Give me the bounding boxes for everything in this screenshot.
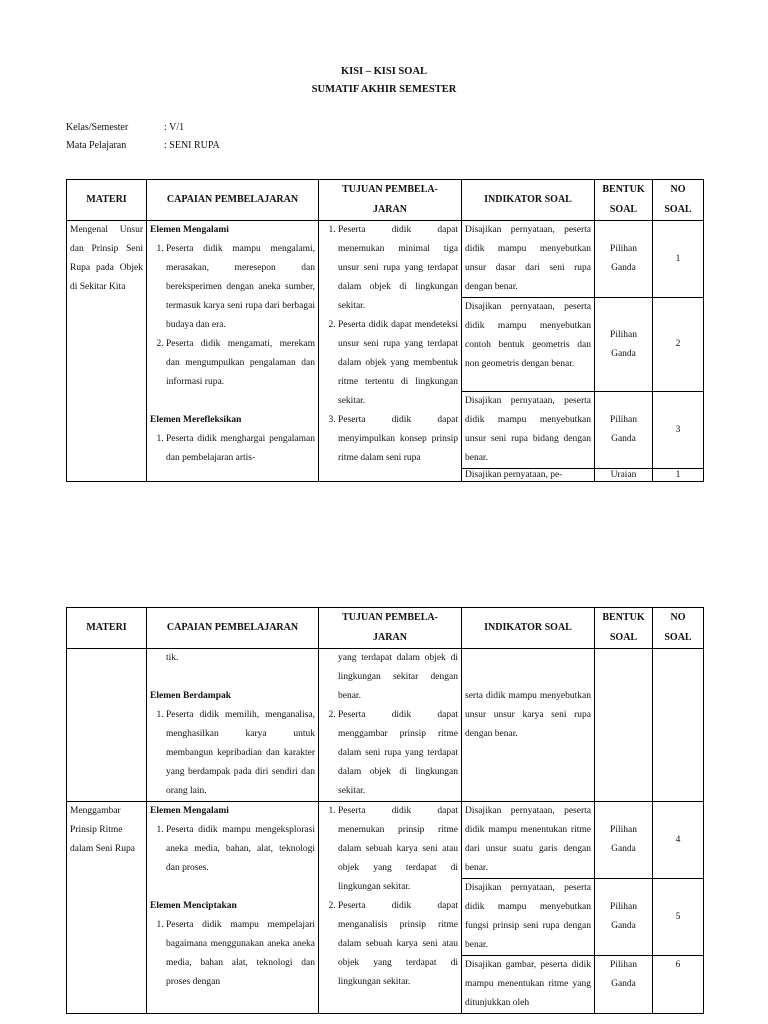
kelas-row <box>66 122 185 133</box>
col-capaian: CAPAIAN PEMBELAJARAN <box>147 608 319 649</box>
bentuk-cell <box>595 649 653 802</box>
kisi-table-1 <box>66 179 704 482</box>
cp-heading: Elemen Menciptakan <box>150 901 237 911</box>
no-cell: 2 <box>653 298 704 392</box>
col-bentuk: BENTUK SOAL <box>595 608 653 649</box>
tp-item: 2. Peserta didik dapat menggambar prinsip ritme dalam seni rupa yang terdapat dalam objek di lingkungan sekitar. <box>338 706 458 801</box>
bentuk-cell: Pilihan Ganda <box>595 221 653 298</box>
tp-continuation: yang terdapat dalam objek di lingkungan sekitar dengan benar. <box>338 653 458 701</box>
kelas-label: Kelas/Semester <box>66 122 129 133</box>
indikator-cell: Disajikan pernyataan, peserta didik mampu menyebutkan fungsi prinsip seni rupa dengan benar. <box>462 879 595 956</box>
bentuk-cell: Pilihan Ganda <box>595 802 653 879</box>
mapel-value: : SENI RUPA <box>164 140 220 151</box>
indikator-cell: Disajikan pernyataan, peserta didik mampu menyebutkan unsur dasar dari seni rupa dengan benar. <box>462 221 595 298</box>
mapel-row <box>66 140 220 151</box>
mapel-label: Mata Pelajaran <box>66 140 127 151</box>
cp-item: 1. Peserta didik mampu mempelajari bagaimana menggunakan aneka aneka media, bahan alat, teknologi dan proses dengan <box>166 916 315 992</box>
no-cell <box>653 649 704 802</box>
tp-item: 2. Peserta didik dapat menganalisis prinsip ritme dalam sebuah karya seni atau objek yang terdapat di lingkungan sekitar. <box>338 897 458 992</box>
no-cell: 5 <box>653 879 704 956</box>
no-cell: 1 <box>653 221 704 298</box>
materi-cell: Menggambar Prinsip Ritme dalam Seni Rupa <box>67 802 147 1014</box>
cp-item: 1. Peserta didik mampu mengeksplorasi aneka media, bahan, alat, teknologi dan proses. <box>166 821 315 878</box>
indikator-continuation: serta didik mampu menyebutkan unsur unsur karya seni rupa dengan benar. <box>465 691 591 739</box>
table-row <box>67 802 704 879</box>
cp-heading: Elemen Mengalami <box>150 225 229 235</box>
tujuan-cell <box>319 221 462 482</box>
cp-continuation: tik. <box>166 653 179 663</box>
no-cell: 4 <box>653 802 704 879</box>
materi-cell: Mengenal Unsur dan Prinsip Seni Rupa pada Objek di Sekitar Kita <box>67 221 147 482</box>
col-materi: MATERI <box>67 608 147 649</box>
cp-item: 2. Peserta didik mengamati, merekam dan mengumpulkan pengalaman dan informasi rupa. <box>166 335 315 392</box>
table-header-row <box>67 180 704 221</box>
col-bentuk: BENTUK SOAL <box>595 180 653 221</box>
doc-title: KISI – KISI SOAL <box>340 66 428 77</box>
indikator-cell <box>462 649 595 802</box>
tujuan-cell <box>319 802 462 1014</box>
no-cell: 3 <box>653 392 704 469</box>
bentuk-cell: Pilihan Ganda <box>595 392 653 469</box>
cp-item: 1. Peserta didik menghargai pengalaman dan pembelajaran artis- <box>166 430 315 468</box>
bentuk-cell: Uraian <box>595 469 653 482</box>
col-materi: MATERI <box>67 180 147 221</box>
tp-item: 3. Peserta didik dapat menyimpulkan konsep prinsip ritme dalam seni rupa <box>338 411 458 468</box>
bentuk-cell: Pilihan Ganda <box>595 956 653 1014</box>
table-header-row <box>67 608 704 649</box>
indikator-cell: Disajikan gambar, peserta didik mampu menentukan ritme yang ditunjukkan oleh <box>462 956 595 1014</box>
tujuan-cell <box>319 649 462 802</box>
table-row <box>67 221 704 298</box>
indikator-cell: Disajikan pernyataan, pe- <box>462 469 595 482</box>
indikator-cell: Disajikan pernyataan, peserta didik mampu menyebutkan unsur seni rupa bidang dengan benar. <box>462 392 595 469</box>
no-cell: 6 <box>653 956 704 1014</box>
col-capaian: CAPAIAN PEMBELAJARAN <box>147 180 319 221</box>
cp-heading: Elemen Berdampak <box>150 691 232 701</box>
cp-item: 1. Peserta didik mampu mengalami, merasakan, meresepon dan bereksperimen dengan aneka sumber, termasuk karya seni rupa dari berbagai budaya dan era. <box>166 240 315 335</box>
capaian-cell <box>147 221 319 482</box>
col-tujuan: TUJUAN PEMBELA- JARAN <box>319 608 462 649</box>
kelas-value: : V/1 <box>164 122 185 133</box>
materi-cell <box>67 649 147 802</box>
capaian-cell <box>147 802 319 1014</box>
table-row <box>67 649 704 802</box>
doc-subtitle: SUMATIF AKHIR SEMESTER <box>311 84 457 95</box>
tp-item: 2. Peserta didik dapat mendeteksi unsur seni rupa yang terdapat dalam objek yang membentuk ritme tertentu di lingkungan sekitar. <box>338 316 458 411</box>
bentuk-cell: Pilihan Ganda <box>595 879 653 956</box>
col-indikator: INDIKATOR SOAL <box>462 608 595 649</box>
capaian-cell <box>147 649 319 802</box>
col-tujuan: TUJUAN PEMBELA- JARAN <box>319 180 462 221</box>
indikator-cell: Disajikan pernyataan, peserta didik mampu menyebutkan contoh bentuk geometris dan non geometris dengan benar. <box>462 298 595 392</box>
cp-heading: Elemen Merefleksikan <box>150 415 242 425</box>
indikator-cell: Disajikan pernyataan, peserta didik mampu menentukan ritme dari unsur suatu garis dengan benar. <box>462 802 595 879</box>
col-no: NO SOAL <box>653 180 704 221</box>
bentuk-cell: Pilihan Ganda <box>595 298 653 392</box>
col-no: NO SOAL <box>653 608 704 649</box>
tp-item: 1. Peserta didik dapat menemukan minimal tiga unsur seni rupa yang terdapat dalam objek di lingkungan sekitar. <box>338 221 458 316</box>
cp-heading: Elemen Mengalami <box>150 806 229 816</box>
no-cell: 1 <box>653 469 704 482</box>
kisi-table-2 <box>66 607 704 1014</box>
cp-item: 1. Peserta didik memilih, menganalisa, menghasilkan karya untuk membangun kepribadian dan karakter yang berdampak pada diri sendiri dan orang lain. <box>166 706 315 801</box>
tp-item: 1. Peserta didik dapat menemukan prinsip ritme dalam sebuah karya seni atau objek yang terdapat di lingkungan sekitar. <box>338 802 458 897</box>
col-indikator: INDIKATOR SOAL <box>462 180 595 221</box>
